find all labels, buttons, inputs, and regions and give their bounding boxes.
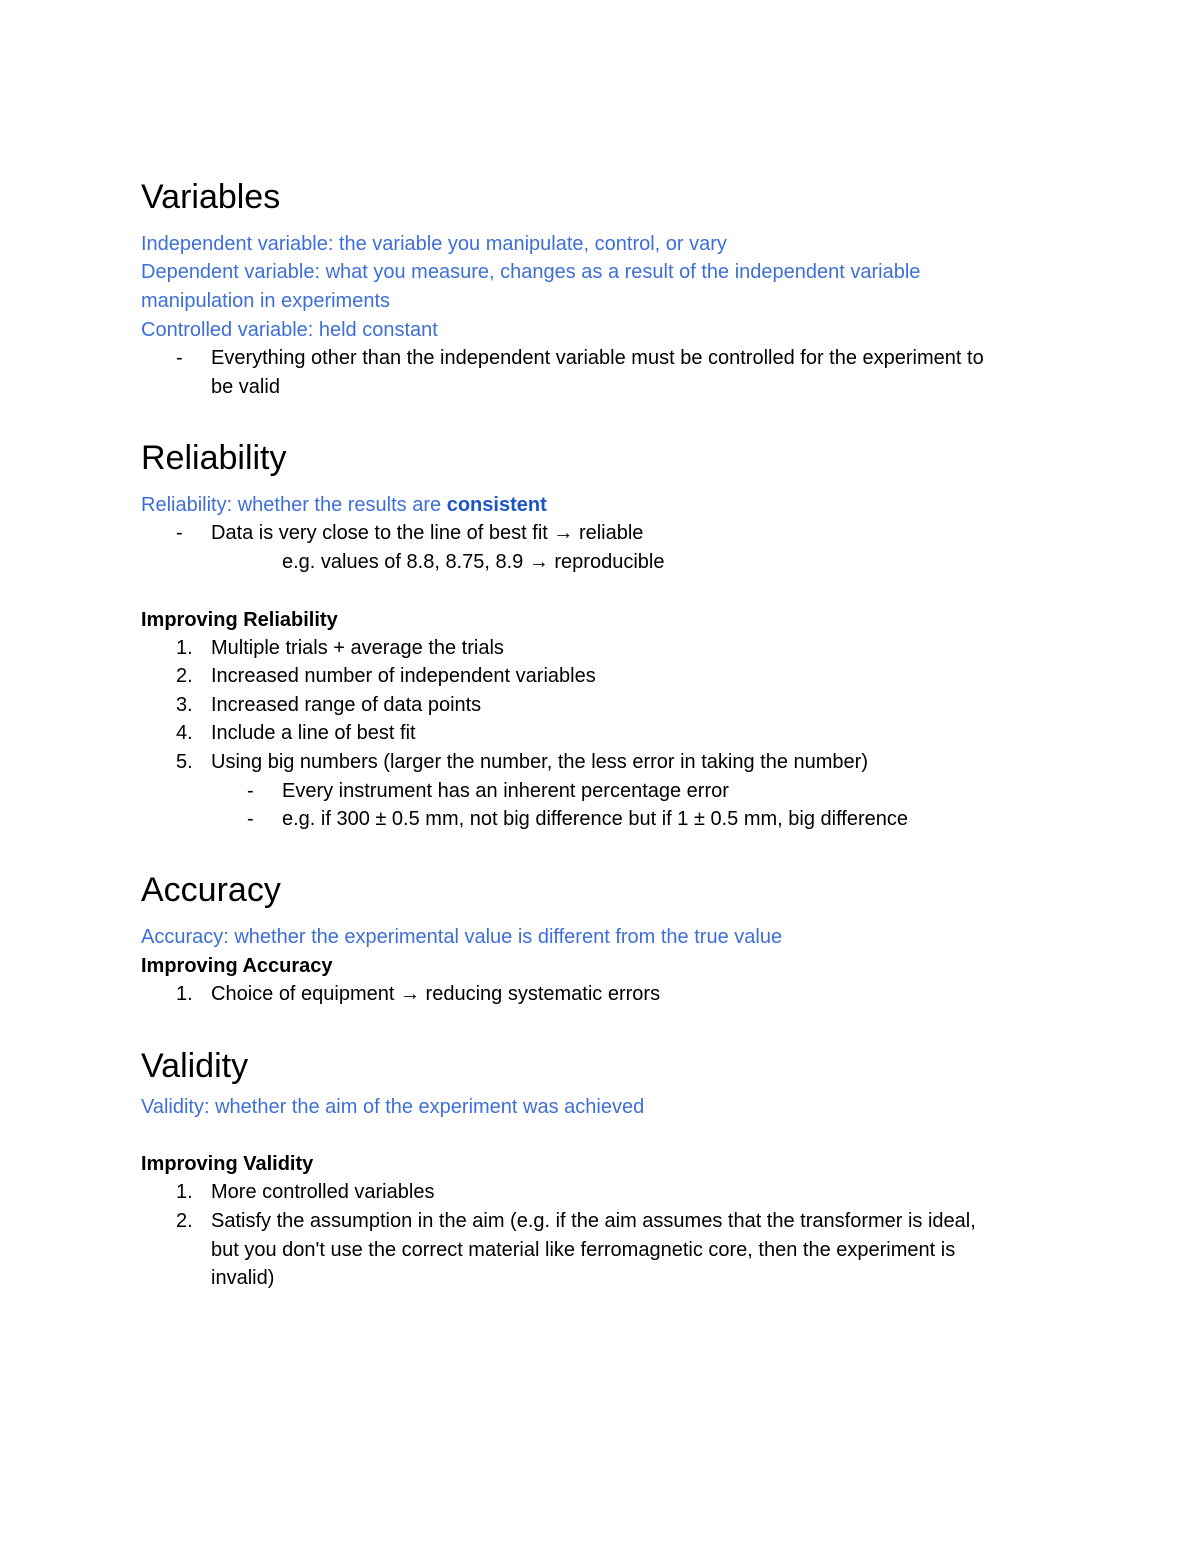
heading-variables: Variables: [141, 178, 281, 216]
independent-variable-def: Independent variable: the variable you manipulate, control, or vary: [141, 233, 727, 255]
list-item: More controlled variables: [211, 1181, 435, 1203]
reliability-bullet: Data is very close to the line of best fit → reliable: [211, 522, 644, 544]
dependent-variable-def-line2: manipulation in experiments: [141, 290, 391, 312]
heading-improving-reliability: Improving Reliability: [141, 609, 338, 631]
heading-improving-accuracy: Improving Accuracy: [141, 955, 333, 977]
list-number: 4.: [176, 722, 193, 744]
bullet-dash: -: [176, 347, 183, 369]
sub-list-item: Every instrument has an inherent percentage error: [282, 780, 729, 802]
list-number: 1.: [176, 1181, 193, 1203]
controlled-bullet-line1: Everything other than the independent variable must be controlled for the experiment to: [211, 347, 984, 369]
controlled-variable-def: Controlled variable: held constant: [141, 319, 438, 341]
list-number: 5.: [176, 751, 193, 773]
validity-definition: Validity: whether the aim of the experiment was achieved: [141, 1096, 645, 1118]
reliability-definition: [141, 491, 547, 519]
bullet-dash: -: [247, 808, 254, 830]
list-item-line2: but you don't use the correct material like ferromagnetic core, then the experiment is: [211, 1239, 956, 1261]
bullet-dash: -: [247, 780, 254, 802]
sub-list-item: e.g. if 300 ± 0.5 mm, not big difference but if 1 ± 0.5 mm, big difference: [282, 808, 908, 830]
list-item-line1: Satisfy the assumption in the aim (e.g. if the aim assumes that the transformer is ideal,: [211, 1210, 976, 1232]
list-number: 2.: [176, 665, 193, 687]
list-item: Increased range of data points: [211, 694, 482, 716]
dependent-variable-def-line1: Dependent variable: what you measure, changes as a result of the independent variable: [141, 261, 921, 283]
list-number: 2.: [176, 1210, 193, 1232]
list-item: Choice of equipment → reducing systematic errors: [211, 983, 661, 1005]
list-item: Using big numbers (larger the number, the less error in taking the number): [211, 751, 868, 773]
list-item: Increased number of independent variables: [211, 665, 596, 687]
heading-validity: Validity: [141, 1047, 249, 1085]
reliability-def-emphasis: consistent: [446, 494, 547, 516]
bullet-dash: -: [176, 522, 183, 544]
list-number: 1.: [176, 983, 193, 1005]
list-item: Multiple trials + average the trials: [211, 637, 504, 659]
controlled-bullet-line2: be valid: [211, 376, 280, 398]
reliability-example: e.g. values of 8.8, 8.75, 8.9 → reproducible: [282, 551, 665, 573]
heading-reliability: Reliability: [141, 439, 287, 477]
reliability-def-text: Reliability: whether the results are: [141, 494, 447, 516]
list-number: 1.: [176, 637, 193, 659]
list-number: 3.: [176, 694, 193, 716]
accuracy-definition: Accuracy: whether the experimental value is different from the true value: [141, 926, 783, 948]
list-item-line3: invalid): [211, 1267, 275, 1289]
heading-accuracy: Accuracy: [141, 871, 281, 909]
heading-improving-validity: Improving Validity: [141, 1153, 314, 1175]
list-item: Include a line of best fit: [211, 722, 416, 744]
